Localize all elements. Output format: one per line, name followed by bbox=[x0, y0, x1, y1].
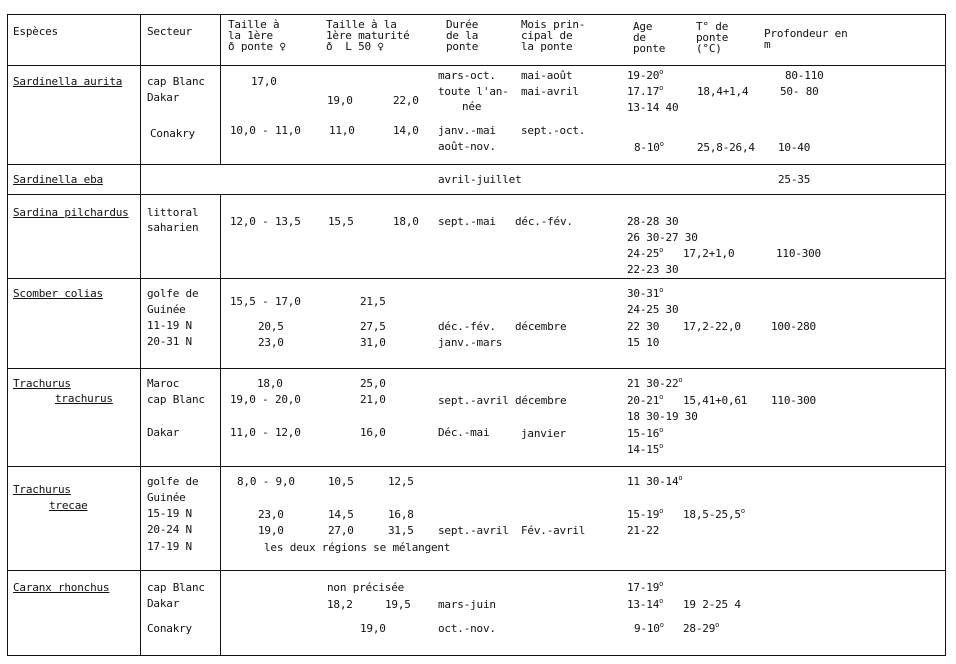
taille-ponte: 15,5 - 17,0 bbox=[230, 295, 301, 308]
taille-ponte: 19,0 bbox=[258, 524, 284, 537]
secteur: golfe de bbox=[147, 287, 199, 300]
species-trachurus-trecae-2: trecae bbox=[49, 499, 88, 512]
profondeur: 25-35 bbox=[778, 173, 811, 186]
secteur: Dakar bbox=[147, 91, 180, 104]
maturite-female: 19,5 bbox=[385, 598, 411, 611]
maturite: 31,0 bbox=[360, 336, 386, 349]
maturite-male: 18,2 bbox=[327, 598, 353, 611]
taille-ponte: 20,5 bbox=[258, 320, 284, 333]
mois-principal: mai-avril bbox=[521, 85, 579, 98]
age-ponte: 18 30-19 30 bbox=[627, 410, 698, 423]
age-ponte: 28-28 30 bbox=[627, 215, 679, 228]
header-mois-principal: Mois prin- cipal de la ponte bbox=[521, 18, 586, 53]
mois-principal: mai-août bbox=[521, 69, 573, 82]
column-divider bbox=[220, 194, 221, 656]
species-sardinella-eba: Sardinella eba bbox=[13, 173, 103, 186]
taille-ponte: 19,0 - 20,0 bbox=[230, 393, 301, 406]
age-ponte: 11 30-14$^o$ bbox=[627, 474, 683, 488]
mois-principal: déc.-fév. bbox=[515, 215, 573, 228]
secteur: Conakry bbox=[150, 127, 195, 140]
taille-ponte: 8,0 - 9,0 bbox=[237, 475, 295, 488]
maturite-female: 31,5 bbox=[388, 524, 414, 537]
mois-principal: janvier bbox=[521, 427, 566, 440]
duree-ponte: sept.-avril bbox=[438, 524, 509, 537]
duree-ponte: née bbox=[462, 100, 482, 113]
temp-ponte: 18,4+1,4 bbox=[697, 85, 749, 98]
taille-ponte: 10,0 - 11,0 bbox=[230, 124, 301, 137]
secteur: cap Blanc bbox=[147, 75, 205, 88]
age-ponte: 17.17$^o$ bbox=[627, 84, 664, 98]
header-secteur: Secteur bbox=[147, 25, 192, 38]
age-ponte: 22-23 30 bbox=[627, 263, 679, 276]
header-taille-ponte: Taille à la 1ère ð ponte ♀ bbox=[228, 18, 286, 53]
age-ponte: 14-15$^o$ bbox=[627, 442, 664, 456]
secteur: Guinée bbox=[147, 491, 186, 504]
duree-ponte: janv.-mars bbox=[438, 336, 503, 349]
maturite-female: 14,0 bbox=[393, 124, 419, 137]
duree-ponte: mars-juin bbox=[438, 598, 496, 611]
age-ponte: 21-22 bbox=[627, 524, 660, 537]
species-trachurus-trecae: Trachurus bbox=[13, 483, 71, 496]
secteur: saharien bbox=[147, 221, 199, 234]
taille-ponte: 18,0 bbox=[257, 377, 283, 390]
temp-ponte: 15,41+0,61 bbox=[683, 394, 748, 407]
species-sardinella-aurita: Sardinella aurita bbox=[13, 75, 123, 88]
species-trachurus-trachurus: Trachurus bbox=[13, 377, 71, 390]
header-taille-maturite: Taille à la 1ère maturité ð L 50 ♀ bbox=[326, 18, 410, 53]
duree-ponte: août-nov. bbox=[438, 140, 496, 153]
secteur: 11-19 N bbox=[147, 319, 192, 332]
maturite-male: 15,5 bbox=[328, 215, 354, 228]
profondeur: 110-300 bbox=[771, 394, 816, 407]
maturite-male: 10,5 bbox=[328, 475, 354, 488]
column-divider bbox=[140, 14, 141, 656]
age-ponte: 15-16$^o$ bbox=[627, 426, 664, 440]
maturite-female: 16,8 bbox=[388, 508, 414, 521]
profondeur: 80-110 bbox=[785, 69, 824, 82]
maturite: 27,5 bbox=[360, 320, 386, 333]
age-ponte: 24-25 30 bbox=[627, 303, 679, 316]
row-divider bbox=[7, 570, 946, 571]
secteur: Maroc bbox=[147, 377, 180, 390]
profondeur: 50- 80 bbox=[780, 85, 819, 98]
maturite-male: 19,0 bbox=[327, 94, 353, 107]
maturite: 25,0 bbox=[360, 377, 386, 390]
row-divider bbox=[7, 164, 946, 165]
secteur: Dakar bbox=[147, 426, 180, 439]
header-temp-ponte: T° de ponte (°C) bbox=[696, 20, 729, 55]
duree-ponte: Déc.-mai bbox=[438, 426, 490, 439]
maturite: 16,0 bbox=[360, 426, 386, 439]
maturite: 19,0 bbox=[360, 622, 386, 635]
taille-ponte: 11,0 - 12,0 bbox=[230, 426, 301, 439]
secteur: littoral bbox=[147, 206, 199, 219]
maturite-male: 14,5 bbox=[328, 508, 354, 521]
age-ponte: 13-14$^o$ bbox=[627, 597, 664, 611]
duree-ponte: sept.-mai bbox=[438, 215, 496, 228]
age-ponte: 22 30 bbox=[627, 320, 660, 333]
secteur: cap Blanc bbox=[147, 393, 205, 406]
age-ponte: 21 30-22$^o$ bbox=[627, 376, 683, 390]
duree-ponte: avril-juillet bbox=[438, 173, 522, 186]
secteur: 20-31 N bbox=[147, 335, 192, 348]
taille-ponte: 12,0 - 13,5 bbox=[230, 215, 301, 228]
temp-ponte: 17,2+1,0 bbox=[683, 247, 735, 260]
note: les deux régions se mélangent bbox=[264, 541, 451, 554]
header-rule bbox=[7, 65, 946, 66]
temp-ponte: 18,5-25,5$^o$ bbox=[683, 507, 745, 521]
duree-ponte: sept.-avril bbox=[438, 394, 509, 407]
column-divider bbox=[220, 14, 221, 164]
header-especes: Espèces bbox=[13, 25, 58, 38]
row-divider bbox=[7, 278, 946, 279]
temp-ponte: 25,8-26,4 bbox=[697, 141, 755, 154]
row-divider bbox=[7, 194, 946, 195]
row-divider bbox=[7, 466, 946, 467]
header-duree-ponte: Durée de la ponte bbox=[446, 18, 479, 53]
maturite: non précisée bbox=[327, 581, 405, 594]
age-ponte: 13-14 40 bbox=[627, 101, 679, 114]
species-sardina-pilchardus: Sardina pilchardus bbox=[13, 206, 129, 219]
secteur: Conakry bbox=[147, 622, 192, 635]
duree-ponte: toute l'an- bbox=[438, 85, 509, 98]
maturite: 21,0 bbox=[360, 393, 386, 406]
age-ponte: 24-25$^o$ bbox=[627, 246, 664, 260]
secteur: 17-19 N bbox=[147, 540, 192, 553]
species-scomber-colias: Scomber colias bbox=[13, 287, 103, 300]
profondeur: 100-280 bbox=[771, 320, 816, 333]
maturite-male: 27,0 bbox=[328, 524, 354, 537]
secteur: 20-24 N bbox=[147, 523, 192, 536]
mois-principal: Fév.-avril bbox=[521, 524, 586, 537]
maturite-female: 22,0 bbox=[393, 94, 419, 107]
mois-principal: décembre bbox=[515, 320, 567, 333]
age-ponte: 8-10$^o$ bbox=[634, 140, 664, 154]
row-divider bbox=[7, 368, 946, 369]
temp-ponte: 28-29$^o$ bbox=[683, 621, 720, 635]
header-profondeur: Profondeur en m bbox=[764, 27, 848, 51]
age-ponte: 30-31$^o$ bbox=[627, 286, 664, 300]
mois-principal: sept.-oct. bbox=[521, 124, 586, 137]
temp-ponte: 17,2-22,0 bbox=[683, 320, 741, 333]
duree-ponte: oct.-nov. bbox=[438, 622, 496, 635]
secteur: golfe de bbox=[147, 475, 199, 488]
taille-ponte: 23,0 bbox=[258, 508, 284, 521]
secteur: cap Blanc bbox=[147, 581, 205, 594]
profondeur: 110-300 bbox=[776, 247, 821, 260]
duree-ponte: janv.-mai bbox=[438, 124, 496, 137]
mois-principal: décembre bbox=[515, 394, 567, 407]
maturite-female: 18,0 bbox=[393, 215, 419, 228]
header-age-ponte: Age de ponte bbox=[633, 20, 666, 55]
secteur: Dakar bbox=[147, 597, 180, 610]
age-ponte: 19-20$^o$ bbox=[627, 68, 664, 82]
age-ponte: 26 30-27 30 bbox=[627, 231, 698, 244]
duree-ponte: mars-oct. bbox=[438, 69, 496, 82]
age-ponte: 15-19$^o$ bbox=[627, 507, 664, 521]
species-trachurus-trachurus-2: trachurus bbox=[55, 392, 113, 405]
profondeur: 10-40 bbox=[778, 141, 811, 154]
age-ponte: 17-19$^o$ bbox=[627, 580, 664, 594]
taille-ponte: 23,0 bbox=[258, 336, 284, 349]
temp-ponte: 19 2-25 4 bbox=[683, 598, 741, 611]
age-ponte: 15 10 bbox=[627, 336, 660, 349]
maturite-female: 12,5 bbox=[388, 475, 414, 488]
age-ponte: 20-21$^o$ bbox=[627, 393, 664, 407]
maturite-male: 11,0 bbox=[329, 124, 355, 137]
duree-ponte: déc.-fév. bbox=[438, 320, 496, 333]
secteur: 15-19 N bbox=[147, 507, 192, 520]
taille-ponte: 17,0 bbox=[251, 75, 277, 88]
secteur: Guinée bbox=[147, 303, 186, 316]
species-caranx-rhonchus: Caranx rhonchus bbox=[13, 581, 110, 594]
age-ponte: 9-10$^o$ bbox=[634, 621, 664, 635]
maturite: 21,5 bbox=[360, 295, 386, 308]
